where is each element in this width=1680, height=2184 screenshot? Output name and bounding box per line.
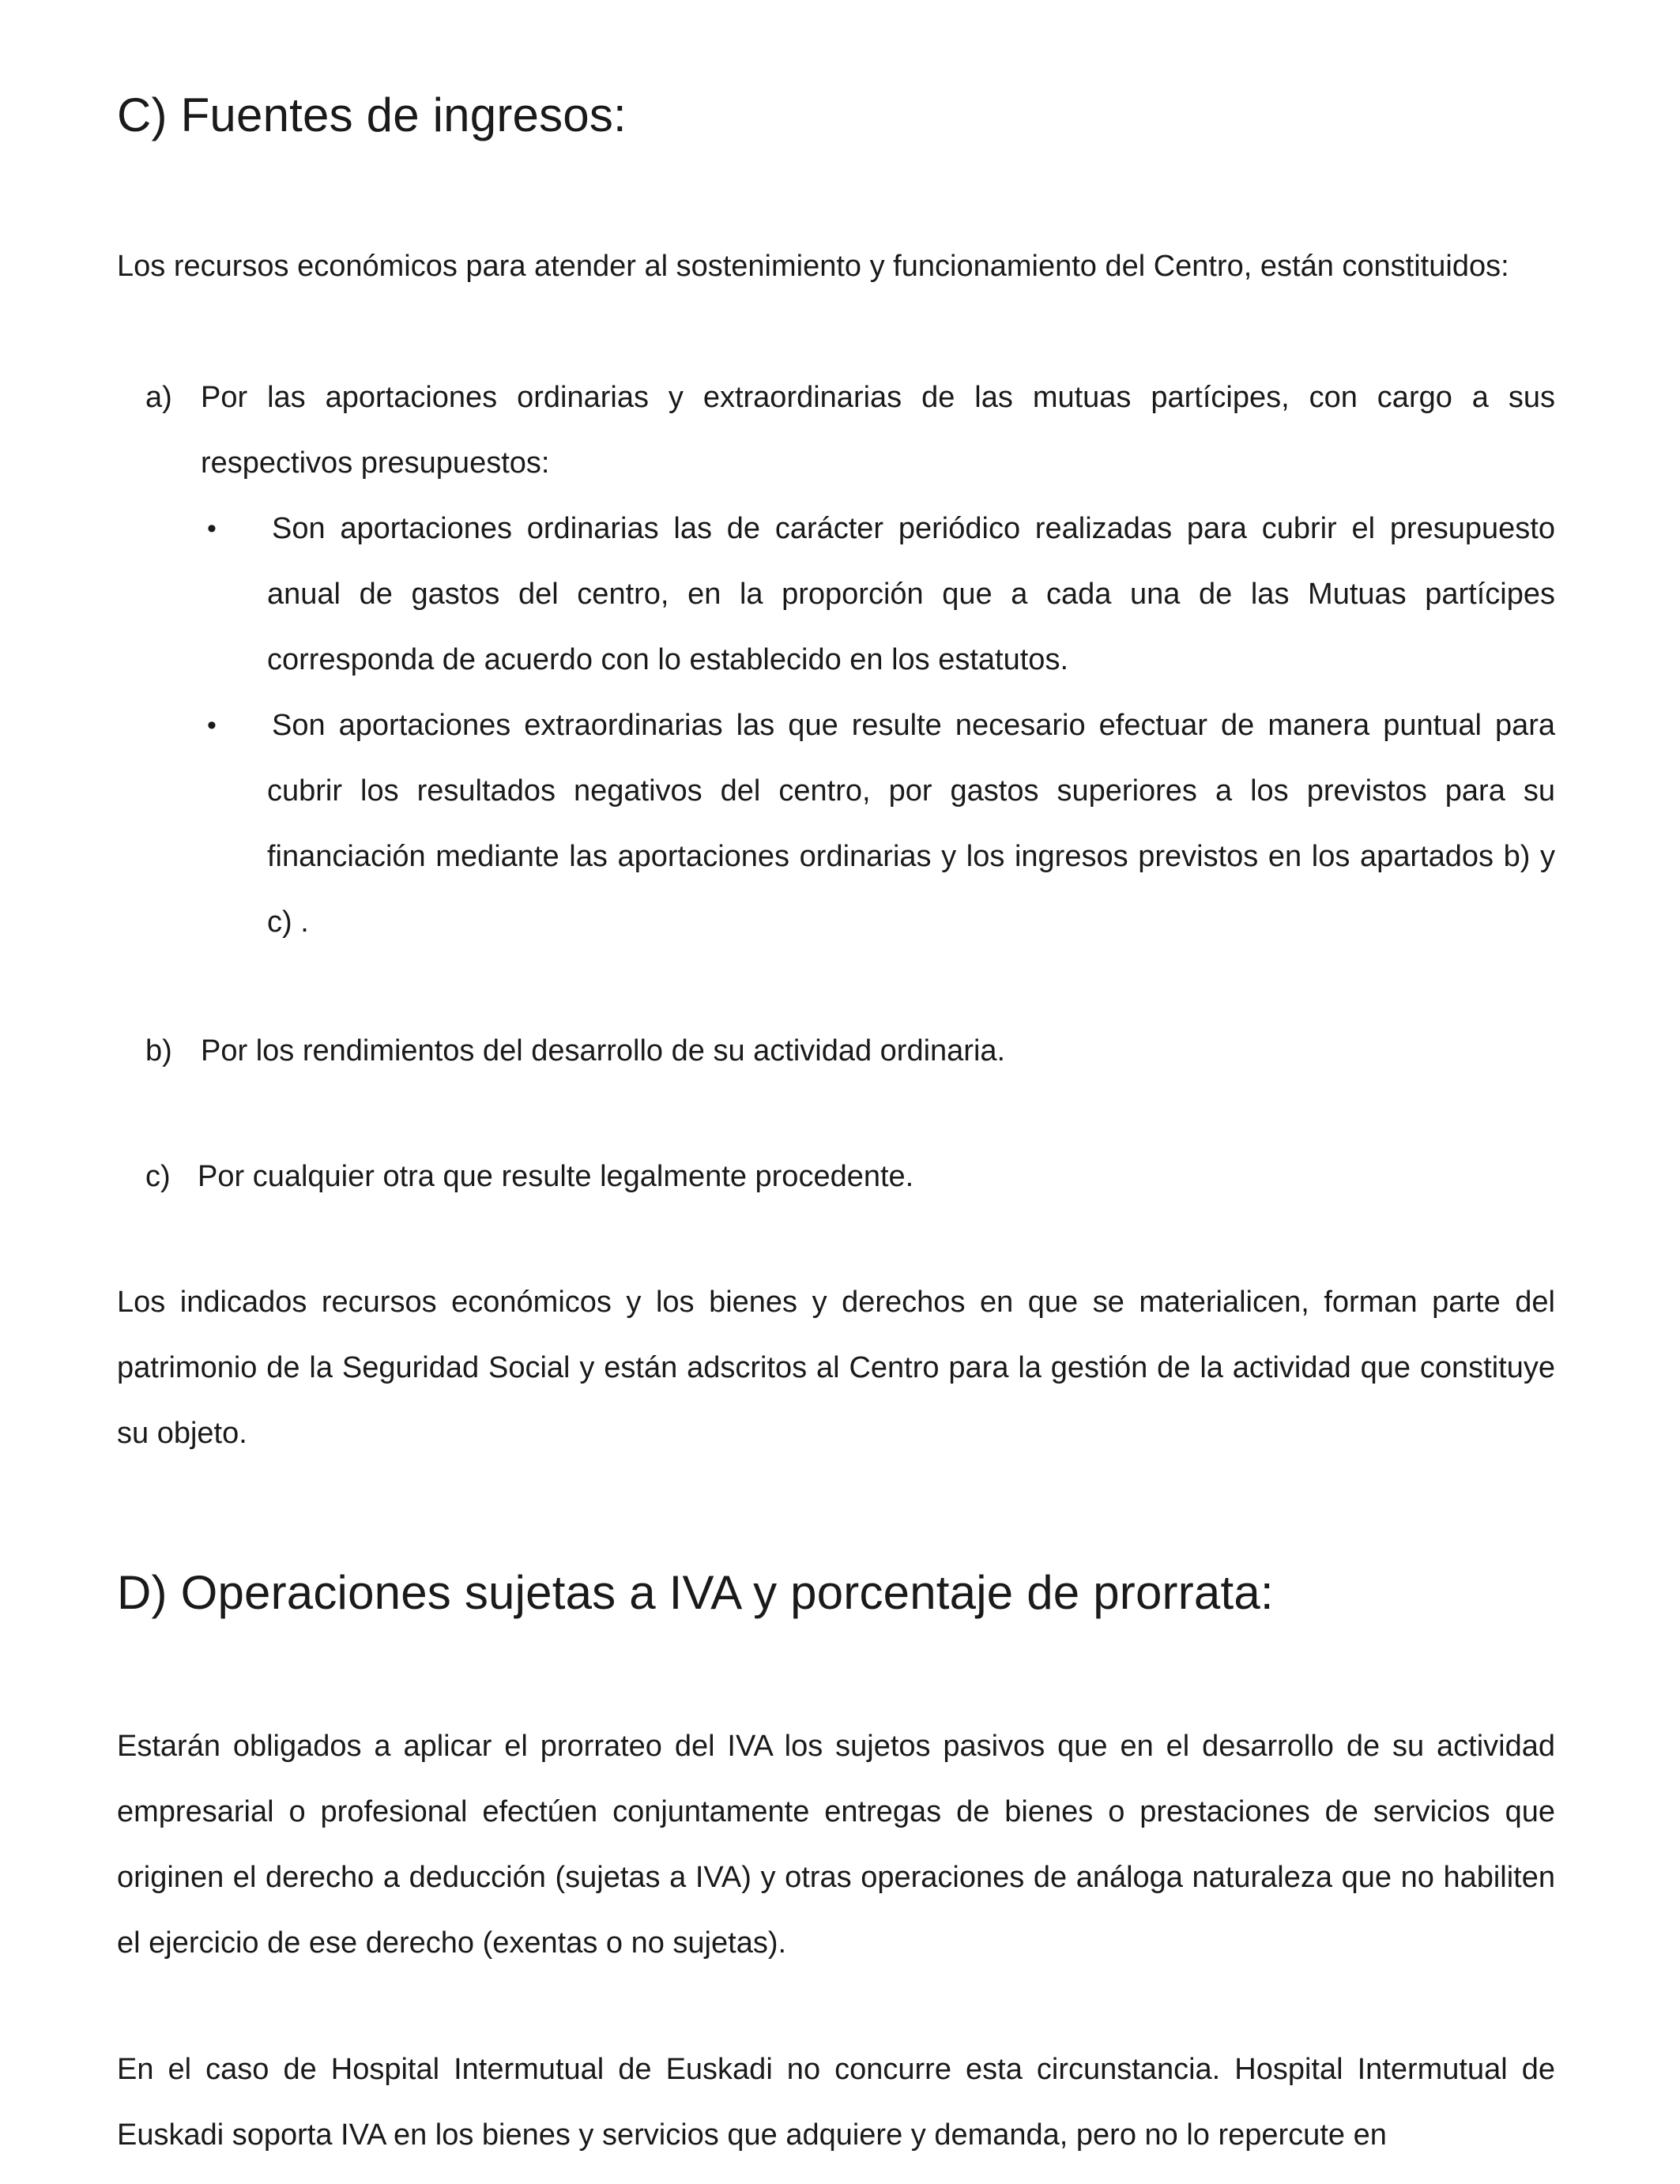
section-d-heading: D) Operaciones sujetas a IVA y porcentaje de prorrata: — [117, 1566, 1274, 1619]
item-b-text: Por los rendimientos del desarrollo de su actividad ordinaria. — [201, 1034, 1006, 1068]
section-c-heading: C) Fuentes de ingresos: — [117, 88, 627, 141]
bullet-2-symbol: • — [207, 710, 217, 740]
section-c-closing: Los indicados recursos económicos y los bienes y derechos en que se materialicen, forman parte del patrimonio de la Seguridad Social y están adscritos al Centro para la gestión de la actividad que constituye su objeto. — [117, 1286, 1555, 1450]
section-d-para-1: Estarán obligados a aplicar el prorrateo del IVA los sujetos pasivos que en el desarrollo de su actividad empresarial o profesional efectúen conjuntamente entregas de bienes o prestaciones de servicios que originen el derecho a deducción (sujetas a IVA) y otras operaciones de análoga naturaleza que no habiliten el ejercicio de ese derecho (exentas o no sujetas). — [117, 1730, 1555, 1960]
item-a-text: Por las aportaciones ordinarias y extraordinarias de las mutuas partícipes, con cargo a sus respectivos presupuestos: — [201, 381, 1555, 480]
item-a-marker: a) — [145, 381, 172, 414]
section-d-para-2: En el caso de Hospital Intermutual de Euskadi no concurre esta circunstancia. Hospital Intermutual de Euskadi soporta IVA en los bienes y servicios que adquiere y demanda, pero no lo repercute en — [117, 2053, 1555, 2152]
item-b-marker: b) — [145, 1034, 172, 1068]
bullet-1-text: Son aportaciones ordinarias las de carácter periódico realizadas para cubrir el presupuesto anual de gastos del centro, en la proporción que a cada una de las Mutuas partícipes corresponda de acuerdo con lo establecido en los estatutos. — [267, 512, 1555, 676]
item-c-marker: c) — [145, 1160, 171, 1193]
section-c-intro: Los recursos económicos para atender al sostenimiento y funcionamiento del Centro, están constituidos: — [117, 250, 1509, 283]
item-c-text: Por cualquier otra que resulte legalmente procedente. — [198, 1160, 914, 1193]
bullet-1-symbol: • — [207, 514, 217, 544]
bullet-2-text: Son aportaciones extraordinarias las que resulte necesario efectuar de manera puntual para cubrir los resultados negativos del centro, por gastos superiores a los previstos para su financiación mediante las aportaciones ordinarias y los ingresos previstos en los apartados b) y c) . — [267, 709, 1555, 939]
